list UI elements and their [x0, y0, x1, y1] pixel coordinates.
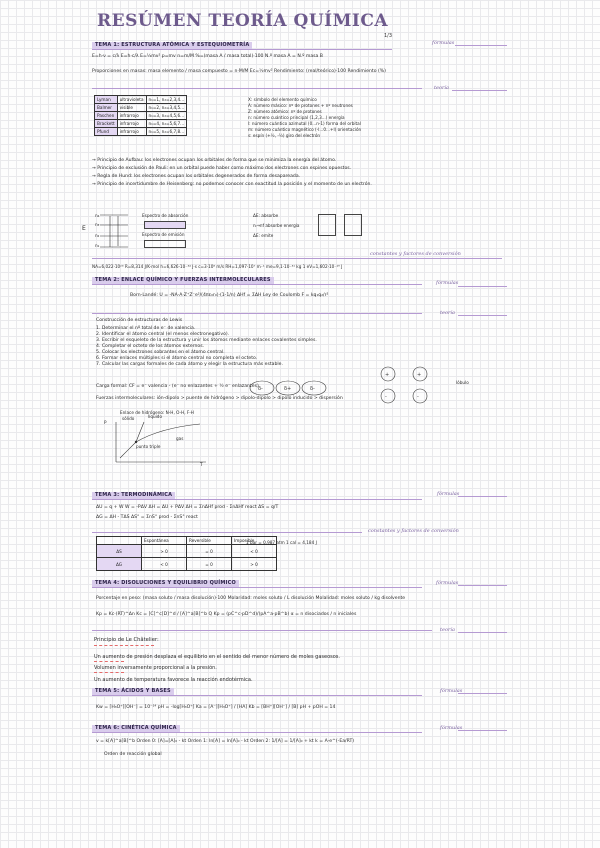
lewis-step: 7. Calcular las cargas formales de cada átomo y elegir la estructura más estable.	[96, 362, 283, 367]
formulas-line: E=h·ν = c/λ E=h·c/λ E=½mv² p=mv n=m/M %=(masa A / masa total)·100 N.º masa A = N.º masa B	[92, 54, 323, 59]
table-cell: n₁=5, n₂=6,7,8...	[146, 128, 187, 136]
level-label: n₂	[95, 233, 100, 238]
table-row	[95, 96, 187, 104]
table-cell: Brackett	[95, 120, 118, 128]
principles-list	[92, 158, 502, 190]
emission-spectrum	[144, 240, 186, 248]
tag-rule	[458, 632, 507, 633]
thermo-formulas: ΔU = q + W W = -PΔV ΔH = ΔU + PΔV ΔH = ΣnΔHf prod - ΣnΔHf react ΔS = q/T	[96, 505, 279, 510]
lewis-step: 1. Determinar el nº total de e⁻ de valencia.	[96, 326, 196, 331]
table-cell: Pfund	[95, 128, 118, 136]
ion-dipole-sketch	[244, 374, 354, 402]
forces-line: Fuerzas intermoleculares: ión-dipolo > puente de hidrógeno > dipolo-dipolo > dipolo inducido > dispersión	[96, 396, 343, 401]
section-rule	[92, 587, 422, 588]
table-cell: > 0	[142, 545, 187, 558]
tag-teoria: teoría	[440, 627, 455, 633]
formulas-line: Born-Landé: U = -NA·A·Z⁺Z⁻e²/(4πε₀r₀)·(1-1/n) ΔHf = ΣΔH Ley de Coulomb F = kq₁q₂/r²	[130, 293, 329, 298]
table-cell: = 0	[187, 545, 232, 558]
tag-rule	[458, 693, 507, 694]
spectral-series-table	[94, 95, 187, 136]
svg-text:+: +	[385, 372, 390, 378]
lechatelier-title: Principio de Le Châtelier:	[94, 637, 159, 643]
lewis-step: 2. Identificar el átomo central (el menos electronegativo).	[96, 332, 230, 337]
svg-text:δ-: δ-	[258, 386, 263, 392]
table-row	[95, 128, 187, 136]
svg-text:-: -	[385, 394, 387, 400]
conversion-note: 1 bar = 0,987 atm 1 cal = 4,184 J	[246, 540, 317, 545]
atom-note: n: número cuántico principal (1,2,3...) energía	[248, 115, 345, 120]
tag-formulas: fórmulas	[440, 688, 463, 694]
formal-charge: Carga formal: CF = e⁻ valencia - (e⁻ no enlazantes + ½ e⁻ enlazantes)	[96, 384, 259, 389]
table-cell: Balmer	[95, 104, 118, 112]
table-header-cell: Reversible	[187, 537, 232, 545]
lechatelier-rule: Un aumento de temperatura favorece la reacción endotérmica.	[94, 677, 253, 683]
atom-note: m: número cuántico magnético (-l...0...+l) orientación	[248, 127, 362, 132]
atom-note: X: símbolo del elemento químico	[248, 97, 317, 102]
tag-constantes: constantes y factores de conversión	[370, 251, 461, 257]
hbond-line: Enlace de hidrógeno: N-H, O-H, F-H	[120, 410, 194, 415]
lewis-step: 4. Completar el octeto de los átomos externos.	[96, 344, 205, 349]
tag-rule	[458, 496, 507, 497]
section-rule	[92, 284, 422, 285]
kinetics-formulas: v = k[A]^a[B]^b Orden 0: [A]=[A]₀ - kt Orden 1: ln[A] = ln[A]₀ - kt Orden 2: 1/[A] = 1/[A]₀ + kt k = A·e^(-Ea/RT)	[96, 739, 355, 744]
section-heading-tema4: TEMA 4: DISOLUCIONES Y EQUILIBRIO QUÍMICO	[92, 580, 239, 587]
atom-notes	[248, 97, 361, 139]
svg-text:+: +	[417, 372, 422, 378]
lewis-steps	[96, 326, 317, 368]
atom-note: s: espín (+½, -½) giro del electrón	[248, 133, 321, 138]
principle-item: → Principio de incertidumbre de Heisenberg: no podemos conocer con exactitud la posición y el momento de un electrón.	[92, 182, 372, 187]
lewis-step: 6. Formar enlaces múltiples si el átomo central no completa el octeto.	[96, 356, 258, 361]
table-cell: infrarrojo	[117, 120, 146, 128]
section-rule	[92, 499, 422, 500]
lobe-label: lóbulo	[456, 380, 469, 385]
level-label: n₄	[95, 213, 100, 218]
section-rule	[92, 313, 422, 314]
tag-rule	[458, 585, 507, 586]
table-cell: Lyman	[95, 96, 118, 104]
section-heading-tema5: TEMA 5: ÁCIDOS Y BASES	[92, 688, 174, 695]
solutions-formulas: Porcentaje en peso: (masa soluto / masa disolución)·100 Molaridad: moles soluto / L disolución Molalidad: moles soluto / kg disolvente	[96, 596, 406, 601]
page-title: RESÚMEN TEORÍA QUÍMICA	[97, 11, 389, 31]
table-cell: ΔS	[97, 545, 142, 558]
acid-base-formulas: Kw = [H₃O⁺][OH⁻] = 10⁻¹⁴ pH = -log[H₃O⁺] Ka = [A⁻][H₃O⁺] / [HA] Kb = [BH⁺][OH⁻] / [B] pH + pOH = 14	[96, 705, 336, 710]
orbital-box	[318, 214, 336, 236]
phase-label: gas	[176, 436, 184, 441]
lewis-step: 5. Colocar los electrones sobrantes en el átomo central.	[96, 350, 225, 355]
table-header-cell	[97, 537, 142, 545]
kinetics-note: Orden de reacción global	[104, 752, 162, 757]
section-rule	[92, 732, 422, 733]
formulas-line: Proporciones en masas: masa elemento / masa compuesto = n·M/M Ec=½mv² Rendimiento: (real/teórico)·100 Rendimiento (%)	[92, 69, 386, 74]
tag-formulas: fórmulas	[436, 280, 459, 286]
table-cell: n₁=4, n₂=5,6,7...	[146, 120, 187, 128]
orbital-lobes-sketch	[370, 362, 440, 410]
atom-note: A: número másico: nº de protones + nº neutrones	[248, 103, 353, 108]
orbital-box	[344, 214, 362, 236]
red-underline	[94, 645, 154, 646]
phase-label: sólido	[122, 416, 135, 421]
tag-rule	[458, 730, 507, 731]
absorption-spectrum	[144, 221, 186, 229]
principle-item: → Principio de exclusión de Pauli: en un orbital puede haber como máximo dos electrones con espines opuestos.	[92, 166, 352, 171]
table-cell: < 0	[142, 558, 187, 571]
spectrum-label: Espectro de emisión	[142, 232, 185, 237]
steps-title: Construcción de estructuras de Lewis	[96, 318, 183, 323]
spectrum-label: Espectro de absorción	[142, 213, 189, 218]
red-underline	[94, 661, 124, 662]
section-rule	[92, 49, 392, 50]
section-rule	[92, 258, 502, 259]
section-heading-tema6: TEMA 6: CINÉTICA QUÍMICA	[92, 725, 180, 732]
table-cell: Paschen	[95, 112, 118, 120]
table-cell: n₁=2, n₂=3,4,5...	[146, 104, 187, 112]
table-row	[97, 558, 277, 571]
table-row	[95, 112, 187, 120]
equilibrium-formulas: Kp = Kc·(RT)^Δn Kc = [C]^c[D]^d / [A]^a[B]^b Q Kp = (pC^c·pD^d)/(pA^a·pB^b) α = n disociados / n iniciales	[96, 612, 357, 617]
axis-label: T	[200, 462, 203, 467]
atom-note: Z: número atómico: nº de protones	[248, 109, 322, 114]
tag-rule	[458, 286, 507, 287]
table-cell: infrarrojo	[117, 112, 146, 120]
lechatelier-rule: Un aumento de presión desplaza el equilibrio en el sentido del menor número de moles gaseosos.	[94, 654, 340, 660]
page-number: 1/3	[384, 33, 393, 39]
thermo-formulas: ΔG = ΔH - TΔS ΔS° = ΣnS° prod - ΣnS° react	[96, 515, 198, 520]
tag-constantes: constantes y factores de conversión	[368, 528, 459, 534]
phase-label: punto triple	[136, 444, 161, 449]
tag-rule	[452, 90, 507, 91]
section-rule	[92, 88, 422, 89]
svg-text:δ+: δ+	[284, 386, 292, 392]
table-cell: = 0	[187, 558, 232, 571]
svg-text:-: -	[417, 394, 419, 400]
spectrum-note: ΔE: absorbe	[253, 213, 279, 218]
section-heading-tema1: TEMA 1: ESTRUCTURA ATÓMICA Y ESTEQUIOMETRÍA	[92, 42, 252, 49]
tag-rule	[458, 315, 507, 316]
section-heading-tema2: TEMA 2: ENLACE QUÍMICO Y FUERZAS INTERMOLECULARES	[92, 277, 274, 284]
spectrum-note: nᵢ→nf absorbe energía	[253, 223, 300, 228]
svg-text:δ-: δ-	[310, 386, 315, 392]
principle-item: → Regla de Hund: los electrones ocupan los orbitales degenerados de forma desapareada.	[92, 174, 301, 179]
principle-item: → Principio de Aufbau: los electrones ocupan los orbitales de forma que se minimiza la energía del átomo.	[92, 158, 337, 163]
tag-rule	[455, 45, 507, 46]
tag-teoria: teoría	[434, 85, 449, 91]
lechatelier-rule: Volumen inversamente proporcional a la presión.	[94, 665, 217, 671]
table-cell: ultravioleta	[117, 96, 146, 104]
table-cell: ΔG	[97, 558, 142, 571]
table-row	[95, 104, 187, 112]
tag-formulas: fórmulas	[436, 580, 459, 586]
table-cell: n₁=3, n₂=4,5,6...	[146, 112, 187, 120]
red-underline	[94, 672, 124, 673]
table-cell: < 0	[232, 545, 277, 558]
tag-teoria: teoría	[440, 310, 455, 316]
table-header-cell: Imposible	[232, 537, 277, 545]
energy-levels-diagram	[90, 210, 130, 252]
phase-label: líquido	[148, 414, 163, 419]
section-rule	[92, 630, 432, 631]
section-rule	[92, 695, 422, 696]
axis-label: P	[104, 420, 107, 425]
level-label: n₁	[95, 243, 100, 248]
lewis-step: 3. Escribir el esqueleto de la estructura y unir los átomos mediante enlaces covalentes simples.	[96, 338, 317, 343]
constants-line: NA=6,022·10²³ R=8,314 J/K·mol h=6,626·10⁻³⁴ J·s c=3·10⁸ m/s RH=1,097·10⁷ m⁻¹ me=9,1·10⁻³¹ kg 1 eV=1,602·10⁻¹⁹ J	[92, 264, 343, 269]
energy-axis-label: E	[82, 225, 86, 232]
table-cell: infrarrojo	[117, 128, 146, 136]
table-row	[95, 120, 187, 128]
table-cell: n₁=1, n₂=2,3,4...	[146, 96, 187, 104]
table-cell: > 0	[232, 558, 277, 571]
atom-note: l: número cuántico azimutal (0...n-1) forma del orbital	[248, 121, 361, 126]
table-row	[97, 545, 277, 558]
tag-formulas: fórmulas	[432, 40, 455, 46]
phase-diagram	[110, 418, 210, 466]
spectrum-note: ΔE: emite	[253, 233, 274, 238]
tag-formulas: fórmulas	[440, 725, 463, 731]
table-header-cell: Espontánea	[142, 537, 187, 545]
table-cell: visible	[117, 104, 146, 112]
section-rule	[92, 532, 362, 533]
section-heading-tema3: TEMA 3: TERMODINÁMICA	[92, 492, 175, 499]
tag-formulas: fórmulas	[437, 491, 460, 497]
level-label: n₃	[95, 222, 100, 227]
